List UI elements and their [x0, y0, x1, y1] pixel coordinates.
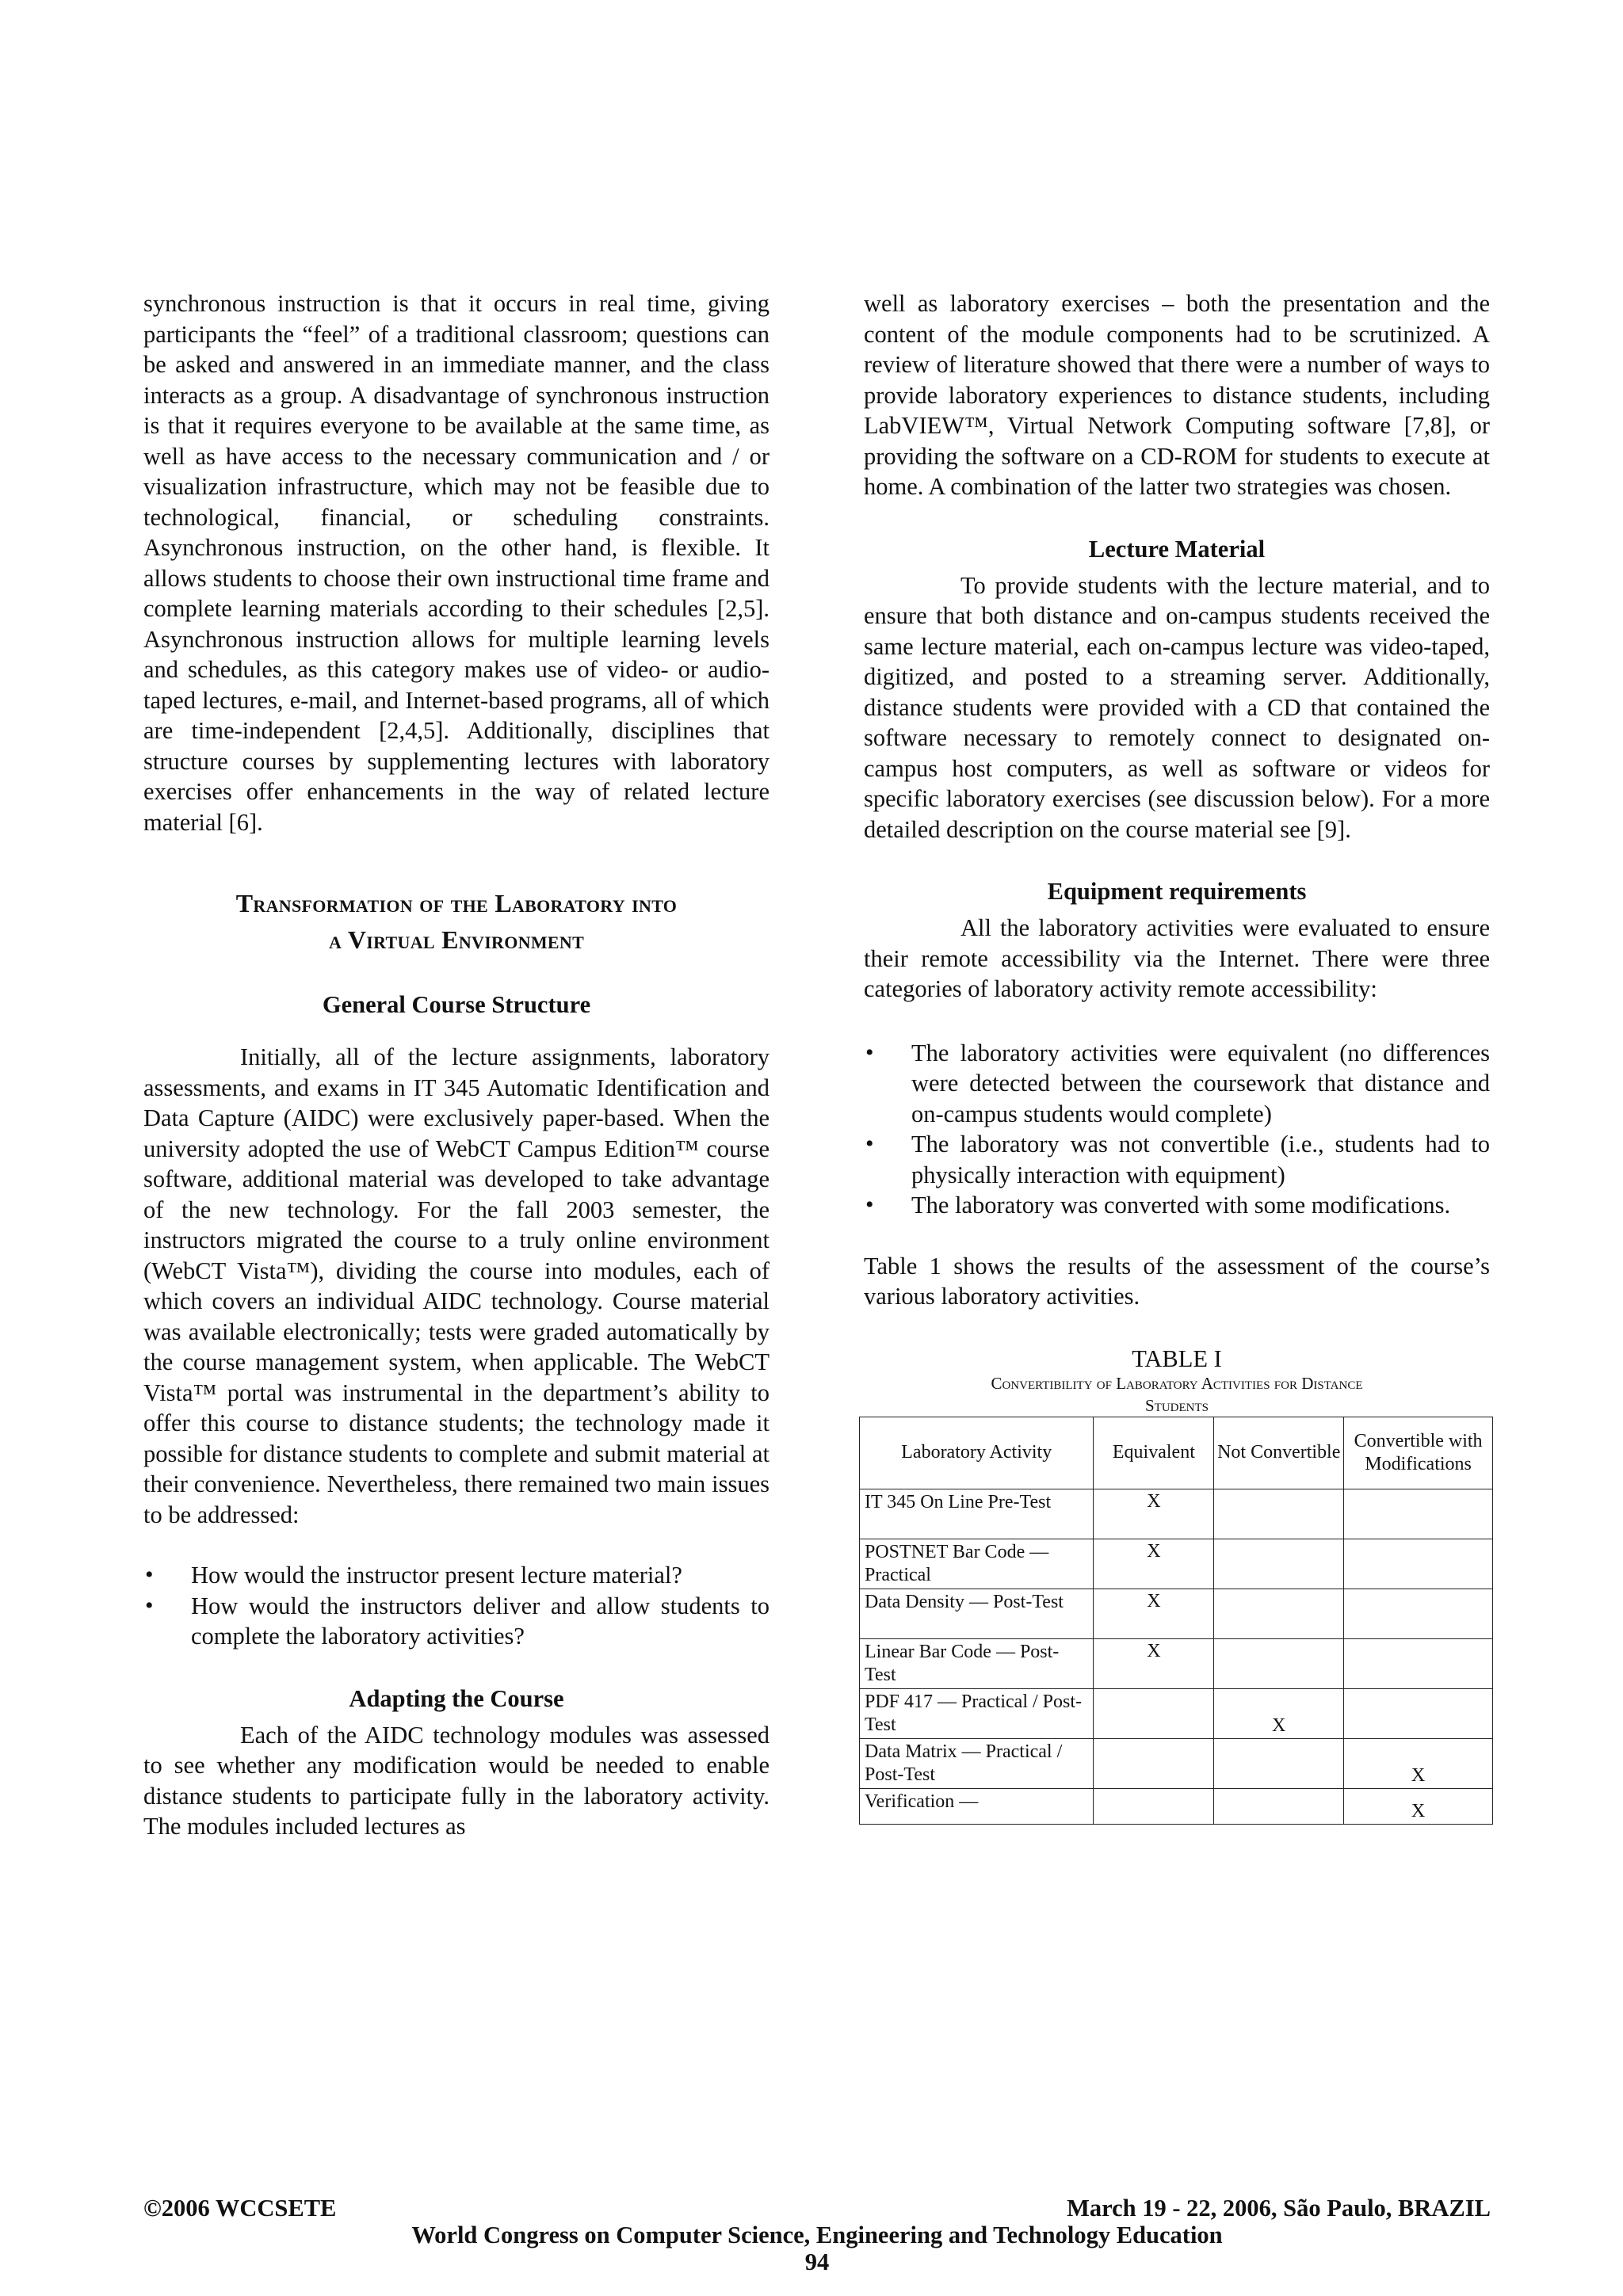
table-row [860, 1688, 1493, 1738]
header-convertible-with-modifications: Convertible with Modifications [1344, 1417, 1493, 1489]
not-convertible-cell [1214, 1489, 1344, 1539]
equivalent-cell [1094, 1738, 1214, 1788]
equivalent-cell: X [1094, 1638, 1214, 1688]
footer-date-location: March 19 - 22, 2006, São Paulo, BRAZIL [1067, 2195, 1491, 2222]
table-title: TABLE I [1132, 1344, 1222, 1372]
adapting-course-heading: Adapting the Course [349, 1684, 564, 1712]
convertible-mod-cell [1344, 1539, 1493, 1589]
equivalent-cell [1094, 1688, 1214, 1738]
table-row [860, 1788, 1493, 1824]
table-row [860, 1589, 1493, 1638]
not-convertible-cell: X [1214, 1688, 1344, 1738]
general-course-structure-heading: General Course Structure [322, 991, 591, 1018]
adapting-course-paragraph: Each of the AIDC technology modules was assessed to see whether any modification would be needed to enable distance students to participate fully in the laboratory activity. The modules included lectures as [143, 1721, 769, 1840]
activity-cell: Verification — [860, 1788, 1094, 1824]
not-convertible-cell [1214, 1788, 1344, 1824]
equivalent-cell: X [1094, 1589, 1214, 1638]
lecture-material-paragraph: To provide students with the lecture material, and to ensure that both distance and on-campus students received the same lecture material, each on-campus lecture was video-taped, digitized, and posted to a streaming server. Additionally, distance students were provided with a CD that contained the software necessary to remotely connect to designated on-campus host computers, as well as software or videos for specific laboratory exercises (see discussion below). For a more detailed description on the course material see [9]. [864, 571, 1490, 843]
issues-list [143, 1560, 769, 1652]
equivalent-cell [1094, 1788, 1214, 1824]
table-caption-line1: Convertibility of Laboratory Activities for Distance [991, 1373, 1363, 1393]
activity-cell: Linear Bar Code — Post-Test [860, 1638, 1094, 1688]
list-item: • The laboratory was not convertible (i.e., students had to physically interaction with equipment) [864, 1129, 1490, 1190]
equivalent-cell: X [1094, 1539, 1214, 1589]
convertible-mod-cell: X [1344, 1738, 1493, 1788]
table-intro-paragraph: Table 1 shows the results of the assessment of the course’s various laboratory activities. [864, 1252, 1490, 1310]
footer-copyright: ©2006 WCCSETE [143, 2195, 337, 2222]
accessibility-categories-list [864, 1038, 1490, 1221]
table-caption [864, 1372, 1490, 1417]
list-item: • The laboratory activities were equivalent (no differences were detected between the coursework that distance and on-campus students would complete) [864, 1038, 1490, 1130]
intro-paragraph: synchronous instruction is that it occurs in real time, giving participants the “feel” of a traditional classroom; questions can be asked and answered in an immediate manner, and the class interacts as a group. A disadvantage of synchronous instruction is that it requires everyone to be available at the same time, as well as have access to the necessary communication and / or visualization infrastructure, which may not be feasible due to technological, financial, or scheduling constraints. Asynchronous instruction, on the other hand, is flexible. It allows students to choose their own instructional time frame and complete learning materials according to their schedules [2,5]. Asynchronous instruction allows for multiple learning levels and schedules, as this category makes use of video- or audio-taped lectures, e-mail, and Internet-based programs, all of which are time-independent [2,4,5]. Additionally, disciplines that structure courses by supplementing lectures with laboratory exercises offer enhancements in the way of related lecture material [6]. [143, 290, 769, 836]
header-not-convertible: Not Convertible [1214, 1417, 1344, 1489]
table-header-row [860, 1417, 1493, 1489]
not-convertible-cell [1214, 1589, 1344, 1638]
list-item: • How would the instructor present lecture material? [143, 1560, 769, 1591]
list-item: • How would the instructors deliver and allow students to complete the laboratory activities? [143, 1591, 769, 1652]
header-equivalent: Equivalent [1094, 1417, 1214, 1489]
continued-paragraph: well as laboratory exercises – both the presentation and the content of the module components had to be scrutinized. A review of literature showed that there were a number of ways to provide laboratory experiences to distance students, including LabVIEW™, Virtual Network Computing software [7,8], or providing the software on a CD-ROM for students to execute at home. A combination of the latter two strategies was chosen. [864, 290, 1490, 500]
convertibility-table [859, 1417, 1493, 1825]
section-title [143, 885, 769, 958]
activity-cell: POSTNET Bar Code — Practical [860, 1539, 1094, 1589]
section-title-line1: Transformation of the Laboratory into [235, 889, 678, 917]
general-course-structure-paragraph: Initially, all of the lecture assignments, laboratory assessments, and exams in IT 345 Automatic Identification and Data Capture (AIDC) were exclusively paper-based. When the university adopted the use of WebCT Campus Edition™ course software, additional material was developed to take advantage of the new technology. For the fall 2003 semester, the instructors migrated the course to a truly online environment (WebCT Vista™), dividing the course into modules, each of which covers an individual AIDC technology. Course material was available electronically; tests were graded automatically by the course management system, when applicable. The WebCT Vista™ portal was instrumental in the department’s ability to offer this course to distance students; the technology made it possible for distance students to complete and submit material at their convenience. Nevertheless, there remained two main issues to be addressed: [143, 1043, 769, 1528]
equipment-requirements-heading: Equipment requirements [1047, 878, 1307, 905]
not-convertible-cell [1214, 1638, 1344, 1688]
convertible-mod-cell: X [1344, 1788, 1493, 1824]
convertible-mod-cell [1344, 1489, 1493, 1539]
footer-page-number: 94 [804, 2248, 830, 2275]
equivalent-cell: X [1094, 1489, 1214, 1539]
activity-cell: Data Density — Post-Test [860, 1589, 1094, 1638]
right-column [864, 288, 1490, 1825]
left-column [143, 288, 769, 1842]
footer-conference: World Congress on Computer Science, Engineering and Technology Education [411, 2222, 1223, 2248]
section-title-line2: a Virtual Environment [328, 925, 585, 954]
table-caption-line2: Students [1144, 1395, 1209, 1415]
equipment-requirements-paragraph: All the laboratory activities were evaluated to ensure their remote accessibility via the Internet. There were three categories of laboratory activity remote accessibility: [864, 914, 1490, 1002]
not-convertible-cell [1214, 1738, 1344, 1788]
header-laboratory-activity: Laboratory Activity [860, 1417, 1094, 1489]
convertible-mod-cell [1344, 1688, 1493, 1738]
table-row [860, 1638, 1493, 1688]
table-row [860, 1738, 1493, 1788]
table-row [860, 1489, 1493, 1539]
lecture-material-heading: Lecture Material [1088, 535, 1266, 563]
list-item: • The laboratory was converted with some modifications. [864, 1190, 1490, 1221]
activity-cell: PDF 417 — Practical / Post-Test [860, 1688, 1094, 1738]
not-convertible-cell [1214, 1539, 1344, 1589]
activity-cell: IT 345 On Line Pre-Test [860, 1489, 1094, 1539]
convertible-mod-cell [1344, 1638, 1493, 1688]
activity-cell: Data Matrix — Practical / Post-Test [860, 1738, 1094, 1788]
table-row [860, 1539, 1493, 1589]
convertible-mod-cell [1344, 1589, 1493, 1638]
